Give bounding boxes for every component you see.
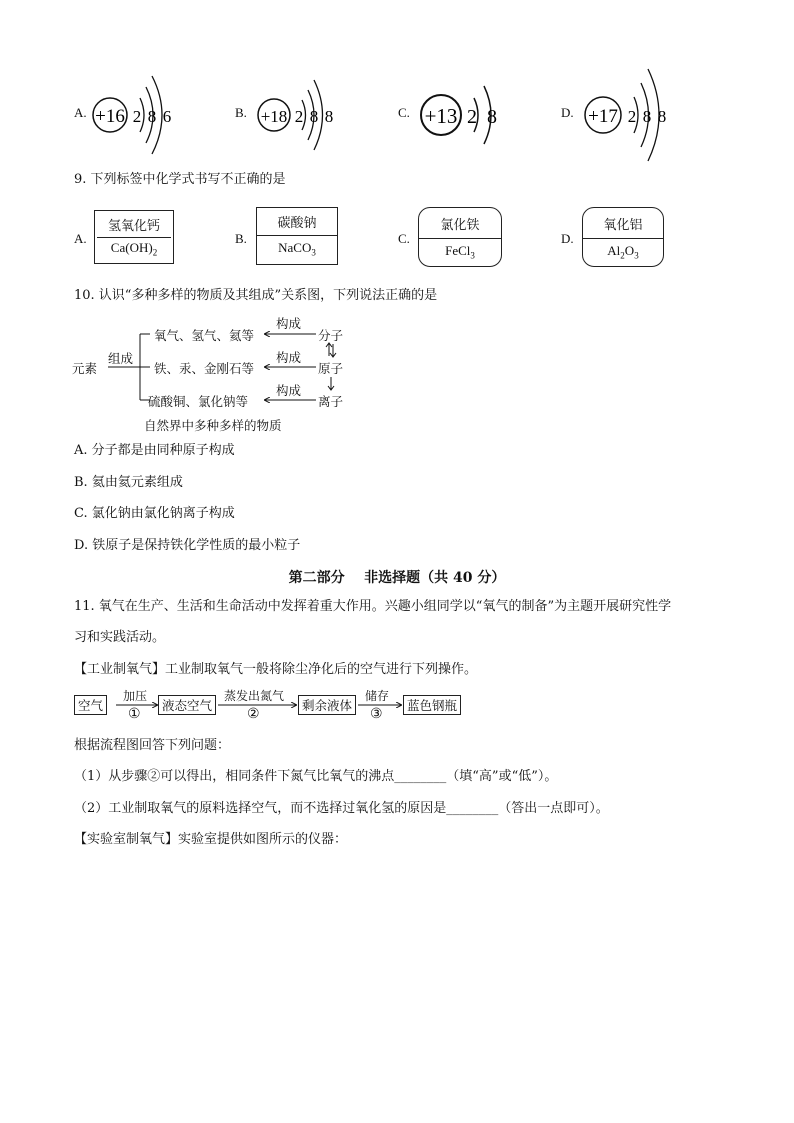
q9-option-d-letter: D. bbox=[561, 231, 574, 246]
q10-option-b: B. 氦由氦元素组成 bbox=[74, 475, 183, 490]
q8-options bbox=[0, 55, 794, 165]
q10-substance-1: 氧气、氢气、氦等 bbox=[154, 328, 255, 343]
q9-label-b-divider bbox=[257, 235, 337, 236]
q10-diagram bbox=[70, 312, 370, 437]
flow-num-3: ③ bbox=[370, 706, 383, 722]
option-d-letter: D. bbox=[561, 105, 574, 120]
q9-stem: 9. 下列标签中化学式书写不正确的是 bbox=[74, 172, 286, 187]
q9-option-a-letter: A. bbox=[74, 231, 87, 246]
flow-num-1: ① bbox=[128, 706, 141, 722]
atom-diagram-c bbox=[416, 60, 526, 160]
shell-b-2: 8 bbox=[309, 107, 319, 126]
q9-label-d-name: 氧化铝 bbox=[603, 218, 643, 233]
q11-intro-line1: 11. 氧气在生产、生活和生命活动中发挥着重大作用。兴趣小组同学以“氧气的制备”为主题开展研究性学 bbox=[74, 599, 672, 614]
q10-particle-ion: 离子 bbox=[318, 394, 344, 409]
q9-label-b bbox=[256, 207, 338, 265]
shell-c-2: 8 bbox=[487, 106, 497, 128]
q9-label-c bbox=[418, 207, 502, 267]
q11-industrial-heading: 【工业制氧气】工业制取氧气一般将除尘净化后的空气进行下列操作。 bbox=[74, 662, 478, 677]
shell-a-2: 8 bbox=[147, 107, 157, 126]
q10-option-c: C. 氯化钠由氯化钠离子构成 bbox=[74, 506, 235, 521]
q10-substance-3: 硫酸铜、氯化钠等 bbox=[148, 394, 249, 409]
flow-step-1: 加压 bbox=[123, 689, 148, 703]
flow-box-blue-cylinder: 蓝色钢瓶 bbox=[403, 695, 461, 715]
q9-label-a-divider bbox=[97, 237, 171, 238]
q10-caption: 自然界中多种多样的物质 bbox=[144, 418, 282, 433]
shell-d-2: 8 bbox=[642, 107, 652, 126]
q9-label-d bbox=[582, 207, 664, 267]
q10-particle-molecule: 分子 bbox=[318, 328, 344, 343]
flow-step-2: 蒸发出氮气 bbox=[224, 689, 285, 703]
q10-option-a: A. 分子都是由同种原子构成 bbox=[74, 443, 235, 458]
q9-label-a-name: 氢氧化钙 bbox=[107, 219, 160, 234]
q10-compose-label: 组成 bbox=[108, 351, 134, 366]
shell-a-3: 6 bbox=[162, 107, 172, 126]
shell-d-3: 8 bbox=[657, 107, 667, 126]
q10-element: 元素 bbox=[72, 361, 98, 376]
q9-option-c-letter: C. bbox=[398, 231, 410, 246]
nucleus-d: +17 bbox=[588, 106, 618, 127]
q9-label-d-formula: $Al_2O_3$ bbox=[607, 243, 639, 261]
nucleus-c: +13 bbox=[424, 104, 458, 128]
flow-box-air: 空气 bbox=[74, 695, 107, 715]
nucleus-b: +18 bbox=[260, 107, 288, 126]
atom-diagram-d bbox=[580, 55, 690, 165]
option-c-letter: C. bbox=[398, 105, 410, 120]
q9-option-b-letter: B. bbox=[235, 231, 247, 246]
q10-construct-3: 构成 bbox=[276, 383, 302, 398]
q11-flow-arrows bbox=[0, 685, 794, 725]
flow-box-residual-liquid: 剩余液体 bbox=[298, 695, 356, 715]
shell-d-1: 2 bbox=[627, 107, 637, 126]
q9-label-b-formula: NaCO$_3$ bbox=[278, 240, 316, 258]
nucleus-a: +16 bbox=[95, 106, 125, 127]
q10-option-d: D. 铁原子是保持铁化学性质的最小粒子 bbox=[74, 538, 301, 553]
q11-sub1: （1）从步骤②可以得出，相同条件下氮气比氧气的沸点________（填“高”或“低”）。 bbox=[74, 769, 558, 784]
shell-c-1: 2 bbox=[467, 106, 477, 128]
q10-construct-2: 构成 bbox=[276, 350, 302, 365]
shell-a-1: 2 bbox=[132, 107, 142, 126]
flow-step-3: 储存 bbox=[365, 689, 390, 703]
q11-sub2: （2）工业制取氧气的原料选择空气，而不选择过氧化氢的原因是________（答出一点即可）。 bbox=[74, 801, 609, 816]
q11-flowchart bbox=[0, 685, 794, 725]
option-a-letter: A. bbox=[74, 105, 87, 120]
q9-label-a bbox=[94, 210, 174, 264]
atom-diagram-b bbox=[252, 60, 362, 160]
q11-lab-heading: 【实验室制氧气】实验室提供如图所示的仪器： bbox=[74, 832, 348, 847]
q9-label-d-divider bbox=[583, 238, 663, 239]
q9-label-a-formula: $Ca(OH)_2$ bbox=[110, 240, 158, 258]
q9-label-c-divider bbox=[419, 238, 501, 239]
flow-box-liquid-air: 液态空气 bbox=[158, 695, 216, 715]
q10-construct-1: 构成 bbox=[276, 316, 302, 331]
q10-particle-atom: 原子 bbox=[318, 361, 344, 376]
q9-label-b-name: 碳酸钠 bbox=[277, 216, 317, 231]
atom-diagram-a bbox=[90, 60, 200, 160]
shell-b-3: 8 bbox=[324, 107, 334, 126]
q11-intro-line2: 习和实践活动。 bbox=[74, 630, 166, 645]
q10-substance-2: 铁、汞、金刚石等 bbox=[154, 361, 255, 376]
section-title: 第二部分 非选择题（共 40 分） bbox=[288, 570, 506, 586]
q9-label-c-name: 氯化铁 bbox=[440, 218, 480, 233]
shell-b-1: 2 bbox=[294, 107, 304, 126]
q11-prompt: 根据流程图回答下列问题： bbox=[74, 738, 231, 753]
q9-label-c-formula: FeCl$_3$ bbox=[445, 243, 475, 261]
option-b-letter: B. bbox=[235, 105, 247, 120]
flow-num-2: ② bbox=[247, 706, 260, 722]
q10-stem: 10. 认识“多种多样的物质及其组成”关系图，下列说法正确的是 bbox=[74, 288, 438, 303]
